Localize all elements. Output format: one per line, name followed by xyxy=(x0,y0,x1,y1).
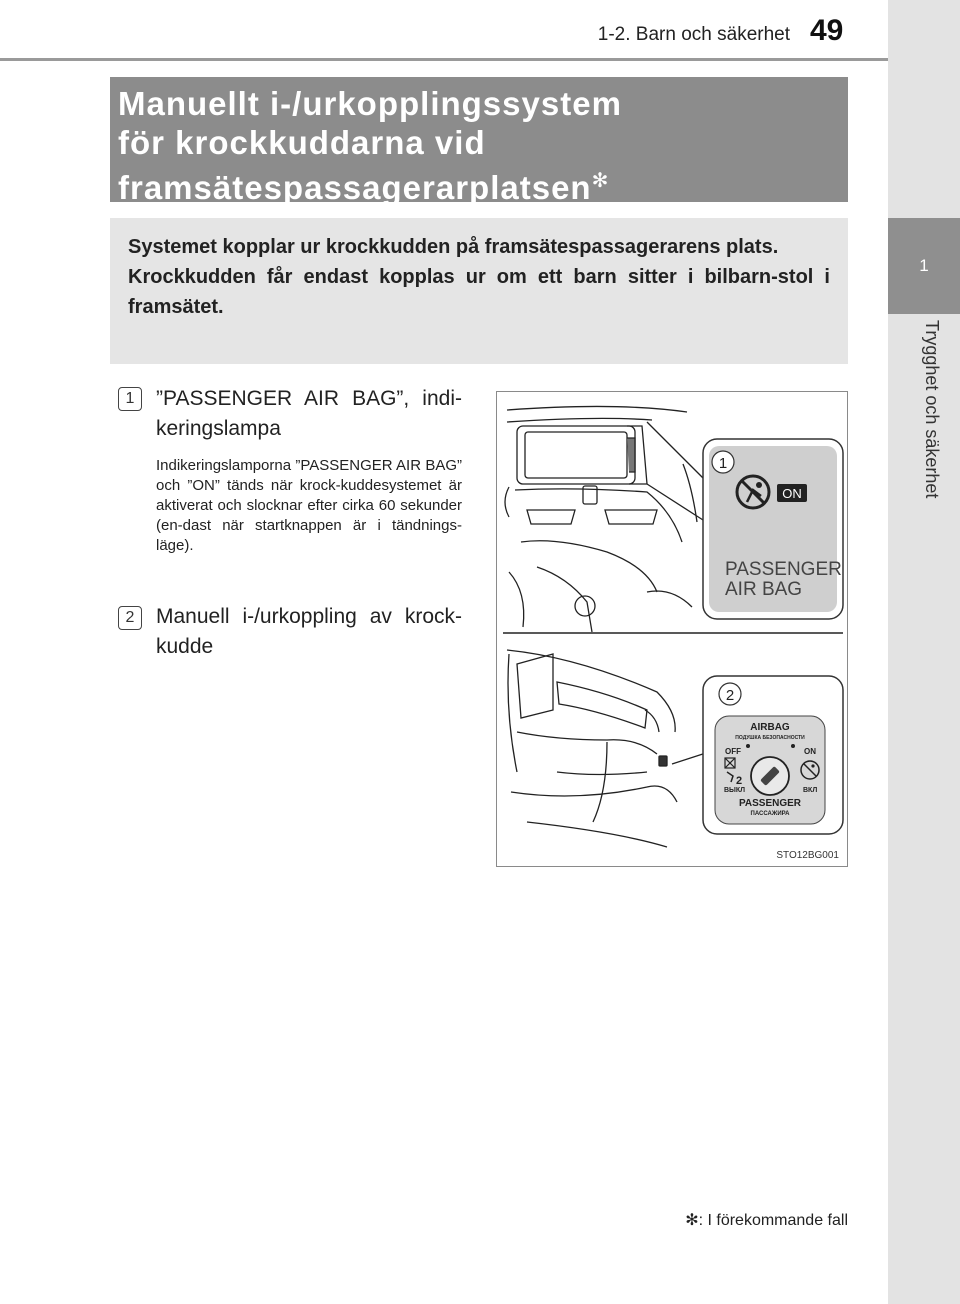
header-divider xyxy=(0,58,888,61)
item-1-heading: ”PASSENGER AIR BAG”, indi-keringslampa xyxy=(156,387,462,440)
footnote xyxy=(600,1210,848,1230)
switch-digit: 2 xyxy=(736,775,743,787)
intro-line-2: Krockkudden får endast kopplas ur om ett barn sitter i bilbarn-stol i framsätet. xyxy=(128,266,830,318)
title-line-3: framsätespassagerarplatsen xyxy=(118,169,592,206)
intro-line-1: Systemet kopplar ur krockkudden på framsätespassagerarens plats. xyxy=(128,236,779,258)
title-banner xyxy=(110,77,848,206)
item-1-body: Indikeringslamporna ”PASSENGER AIR BAG” och ”ON” tänds när krock-kuddesystemet är aktiverat och slocknar efter cirka 60 sekunder (en-dast när startknappen är i tändnings-läge). xyxy=(156,457,462,554)
item-1-badge: 1 xyxy=(118,387,142,411)
glovebox-sketch xyxy=(507,650,709,847)
footnote-text: : I förekommande fall xyxy=(698,1212,848,1229)
on-dot xyxy=(791,744,795,748)
switch-title: AIRBAG xyxy=(750,722,790,733)
page-number: 49 xyxy=(810,14,844,47)
switch-bottom-ru-label: ПАССАЖИРА xyxy=(750,811,790,817)
callout-2-number: 2 xyxy=(725,687,735,704)
callout-1-number: 1 xyxy=(718,455,728,472)
figure-code: STO12BG001 xyxy=(776,850,839,861)
switch-off-ru-label: ВЫКЛ xyxy=(724,787,746,794)
switch-on-ru-label: ВКЛ xyxy=(803,787,818,794)
switch-bottom-label: PASSENGER xyxy=(738,798,802,809)
air-bag-label: AIR BAG xyxy=(725,579,803,600)
item-2-badge: 2 xyxy=(118,606,142,630)
airbag-figure xyxy=(496,391,848,867)
footnote-marker: ✻ xyxy=(685,1212,699,1229)
title-line-2: för krockkuddarna vid xyxy=(118,124,486,161)
intro-text xyxy=(128,232,830,322)
switch-on-label: ON xyxy=(804,747,816,756)
off-dot xyxy=(746,744,750,748)
on-indicator-label: ON xyxy=(782,486,802,501)
page-title xyxy=(118,84,622,207)
section-title: 1-2. Barn och säkerhet xyxy=(597,24,790,45)
title-asterisk: ✻ xyxy=(591,170,610,192)
passenger-label: PASSENGER xyxy=(725,559,842,580)
item-2-heading: Manuell i-/urkoppling av krock-kudde xyxy=(156,605,462,658)
chapter-number-box xyxy=(888,218,960,314)
title-line-1: Manuellt i-/urkopplingssystem xyxy=(118,85,622,122)
dashboard-sketch xyxy=(505,406,703,632)
intro-box xyxy=(110,218,848,364)
switch-off-label: OFF xyxy=(725,747,741,756)
figure-illustration xyxy=(497,392,848,867)
switch-title-ru: ПОДУШКА БЕЗОПАСНОСТИ xyxy=(735,735,805,741)
chapter-title: Trygghet och säkerhet xyxy=(922,320,942,499)
chapter-tab xyxy=(888,0,960,1304)
chapter-number: 1 xyxy=(919,256,929,275)
